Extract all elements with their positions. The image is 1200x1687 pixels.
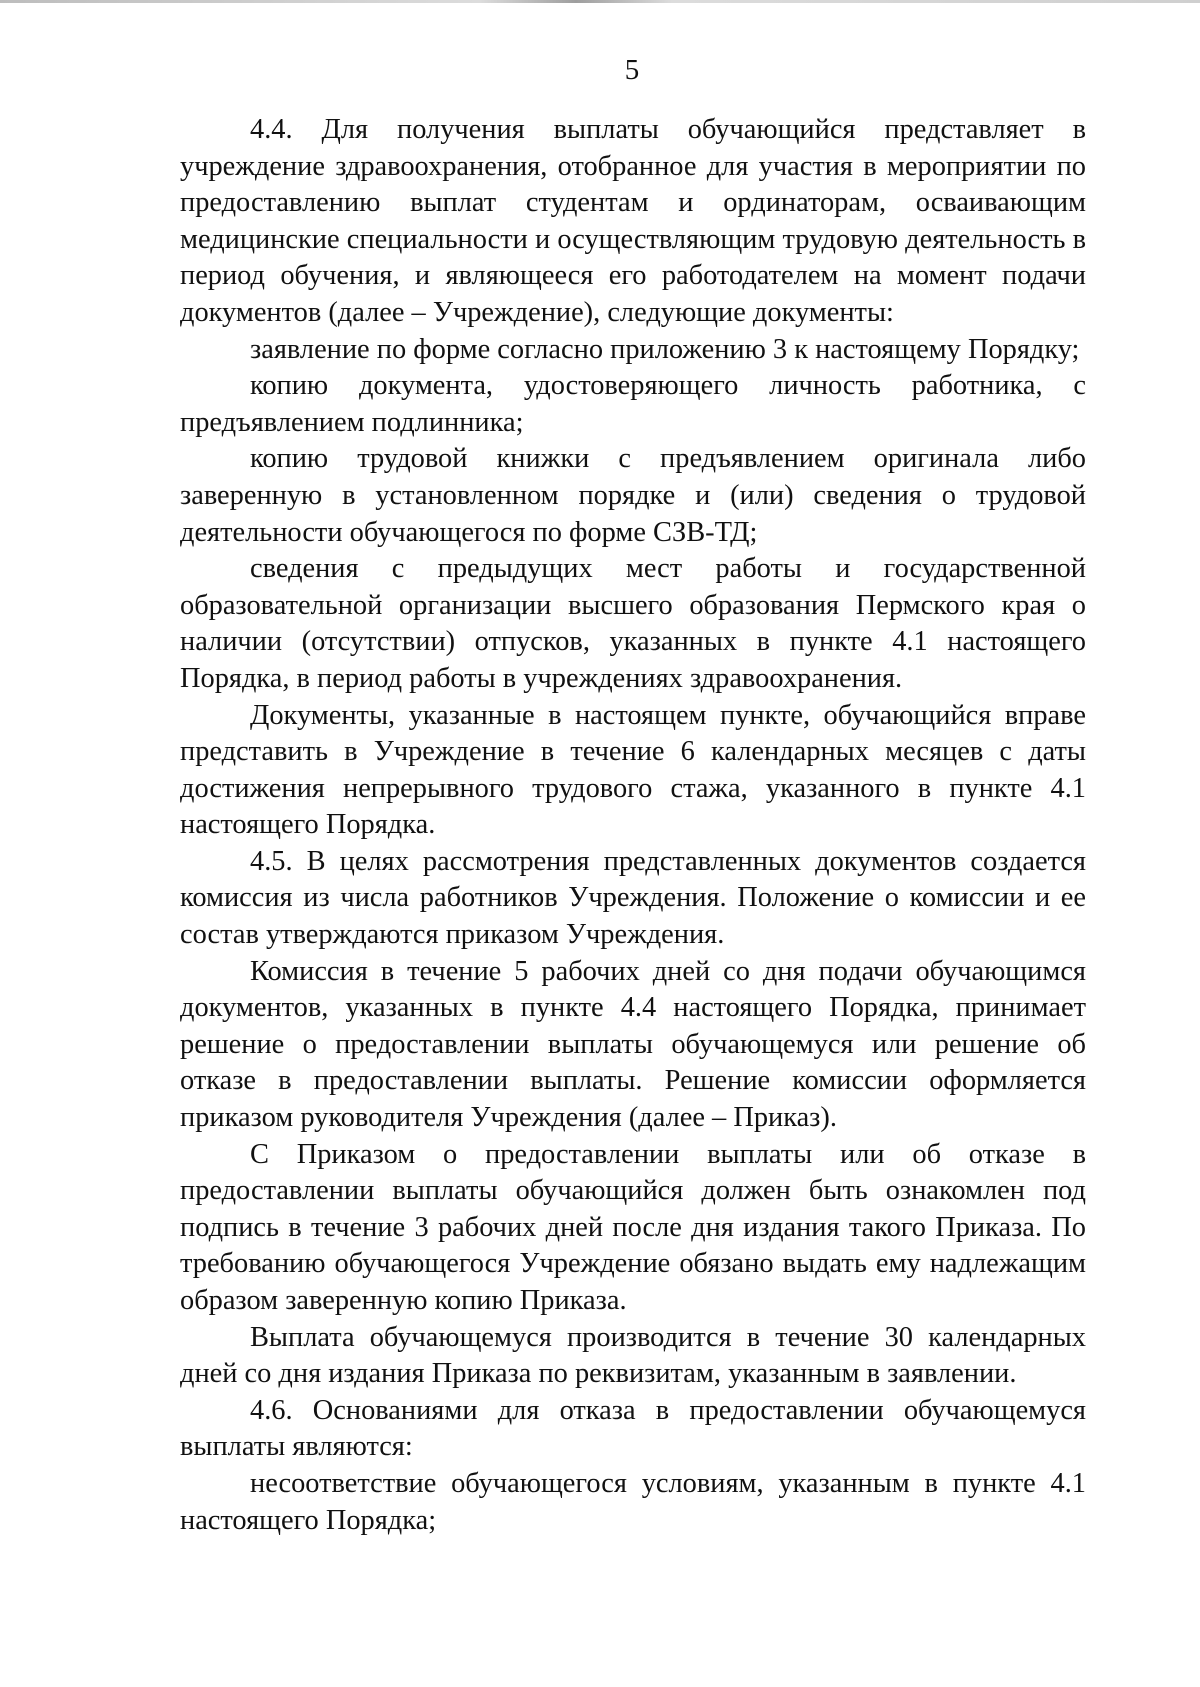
paragraph-vacation-info: сведения с предыдущих мест работы и государственной образовательной организации высшего образования Пермского края о наличии (отсутствии) отпусков, указанных в пункте 4.1 настоящего Порядка, в период работы в учреждениях здравоохранения. — [180, 553, 1086, 694]
paragraph-identity-document: копию документа, удостоверяющего личность работника, с предъявлением подлинника; — [180, 370, 1086, 438]
paragraph-commission-decision: Комиссия в течение 5 рабочих дней со дня подачи обучающимся документов, указанных в пункте 4.4 настоящего Порядка, принимает решение о предоставлении выплаты обучающемуся или решение об отказе в предоставлении выплаты. Решение комиссии оформляется приказом руководителя Учреждения (далее – Приказ). — [180, 955, 1086, 1134]
paragraph-4-5: 4.5. В целях рассмотрения представленных документов создается комиссия из числа работников Учреждения. Положение о комиссии и ее состав утверждаются приказом Учреждения. — [180, 845, 1086, 951]
document-body — [180, 112, 1086, 1539]
paragraph-application-form: заявление по форме согласно приложению 3 к настоящему Порядку; — [250, 333, 1080, 365]
page-number: 5 — [624, 54, 640, 86]
paragraph-refusal-ground: несоответствие обучающегося условиям, указанным в пункте 4.1 настоящего Порядка; — [180, 1467, 1086, 1536]
paragraph-submission-deadline: Документы, указанные в настоящем пункте, обучающийся вправе представить в Учреждение в течение 6 календарных месяцев с даты достижения непрерывного трудового стажа, указанного в пункте 4.1 настоящего Порядка. — [180, 699, 1086, 841]
paragraph-employment-record: копию трудовой книжки с предъявлением оригинала либо заверенную в установленном порядке и (или) сведения о трудовой деятельности обучающегося по форме СЗВ-ТД; — [180, 443, 1086, 548]
paragraph-4-6: 4.6. Основаниями для отказа в предоставлении обучающемуся выплаты являются: — [180, 1394, 1086, 1463]
paragraph-4-4: 4.4. Для получения выплаты обучающийся представляет в учреждение здравоохранения, отобранное для участия в мероприятии по предоставлению выплат студентам и ординаторам, осваивающим медицинские специальности и осуществляющим трудовую деятельность в период обучения, и являющееся его работодателем на момент подачи документов (далее – Учреждение), следующие документы: — [180, 114, 1086, 328]
paragraph-order-acquaintance: С Приказом о предоставлении выплаты или об отказе в предоставлении выплаты обучающийся должен быть ознакомлен под подпись в течение 3 рабочих дней после дня издания такого Приказа. По требованию обучающегося Учреждение обязано выдать ему надлежащим образом заверенную копию Приказа. — [180, 1138, 1086, 1316]
paragraph-payment-term: Выплата обучающемуся производится в течение 30 календарных дней со дня издания Приказа по реквизитам, указанным в заявлении. — [180, 1321, 1086, 1390]
